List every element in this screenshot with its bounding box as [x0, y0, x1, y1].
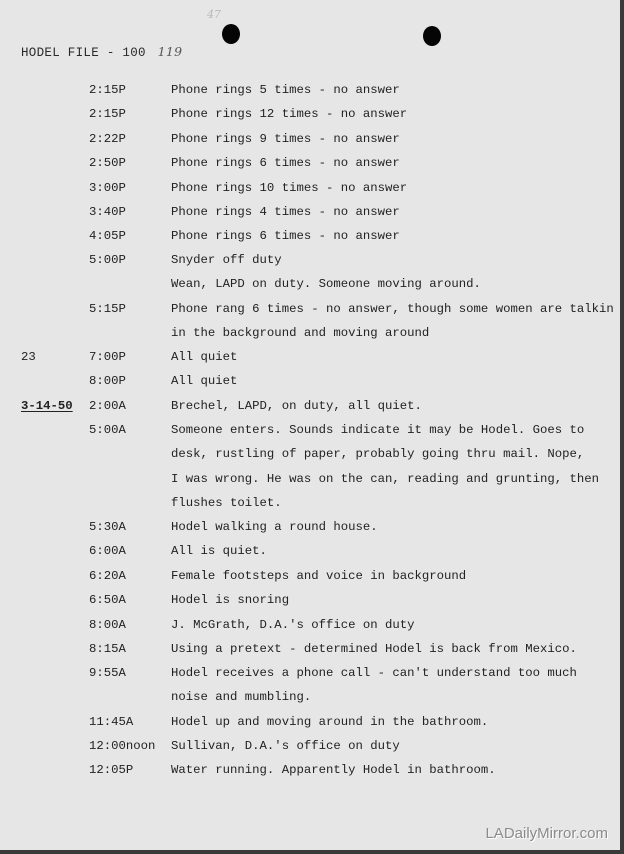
log-entry: Phone rings 10 times - no answer	[171, 181, 408, 195]
handwritten-number: 119	[157, 44, 183, 59]
log-time: 4:05P	[89, 229, 126, 243]
log-entry: Hodel walking a round house.	[171, 520, 378, 534]
log-entry: I was wrong. He was on the can, reading and grunting, then	[171, 472, 600, 486]
log-time: 3:00P	[89, 181, 126, 195]
log-date: 3-14-50	[21, 399, 73, 413]
log-time: 2:15P	[89, 83, 126, 97]
log-entry: Female footsteps and voice in background	[171, 569, 467, 583]
corner-pencil-mark: 47	[207, 8, 221, 21]
file-title: HODEL FILE - 100	[21, 46, 146, 60]
log-time: 5:00A	[89, 423, 126, 437]
log-entry: All quiet	[171, 350, 238, 364]
log-time: 9:55A	[89, 666, 126, 680]
punch-hole-left	[222, 24, 240, 44]
log-entry: flushes toilet.	[171, 496, 282, 510]
log-time: 2:22P	[89, 132, 126, 146]
log-time: 2:50P	[89, 156, 126, 170]
log-time: 6:50A	[89, 593, 126, 607]
log-entry: All quiet	[171, 374, 238, 388]
log-time: 6:20A	[89, 569, 126, 583]
log-entry: Phone rings 9 times - no answer	[171, 132, 400, 146]
watermark: LADailyMirror.com	[485, 825, 608, 842]
log-time: 8:15A	[89, 642, 126, 656]
log-entry: Snyder off duty	[171, 253, 282, 267]
log-entry: Brechel, LAPD, on duty, all quiet.	[171, 399, 422, 413]
log-entry: J. McGrath, D.A.'s office on duty	[171, 618, 415, 632]
log-time: 2:15P	[89, 107, 126, 121]
log-entry: Hodel up and moving around in the bathroom.	[171, 715, 489, 729]
log-time: 7:00P	[89, 350, 126, 364]
log-time: 5:15P	[89, 302, 126, 316]
log-time: 12:05P	[89, 763, 134, 777]
log-time: 5:00P	[89, 253, 126, 267]
log-time: 8:00P	[89, 374, 126, 388]
file-header	[21, 44, 182, 60]
log-entry: Phone rings 12 times - no answer	[171, 107, 408, 121]
log-entry: noise and mumbling.	[171, 690, 312, 704]
log-entry: Phone rings 6 times - no answer	[171, 156, 400, 170]
log-entry: Phone rings 4 times - no answer	[171, 205, 400, 219]
log-time: 12:00noon	[89, 739, 156, 753]
log-entry: Hodel is snoring	[171, 593, 290, 607]
log-entry: Using a pretext - determined Hodel is back from Mexico.	[171, 642, 577, 656]
log-entry: Hodel receives a phone call - can't understand too much	[171, 666, 577, 680]
log-time: 6:00A	[89, 544, 126, 558]
log-entry: All is quiet.	[171, 544, 267, 558]
log-entry: Water running. Apparently Hodel in bathroom.	[171, 763, 496, 777]
punch-hole-right	[423, 26, 441, 46]
log-entry: Wean, LAPD on duty. Someone moving around.	[171, 277, 481, 291]
log-entry: Someone enters. Sounds indicate it may be Hodel. Goes to	[171, 423, 585, 437]
log-entry: in the background and moving around	[171, 326, 430, 340]
log-entry: desk, rustling of paper, probably going thru mail. Nope,	[171, 447, 585, 461]
log-entry: Phone rings 5 times - no answer	[171, 83, 400, 97]
log-time: 5:30A	[89, 520, 126, 534]
log-entry: Phone rings 6 times - no answer	[171, 229, 400, 243]
log-time: 2:00A	[89, 399, 126, 413]
log-entry: Phone rang 6 times - no answer, though some women are talkin	[171, 302, 614, 316]
log-time: 11:45A	[89, 715, 134, 729]
log-entry: Sullivan, D.A.'s office on duty	[171, 739, 400, 753]
log-date: 23	[21, 350, 36, 364]
log-time: 3:40P	[89, 205, 126, 219]
log-time: 8:00A	[89, 618, 126, 632]
